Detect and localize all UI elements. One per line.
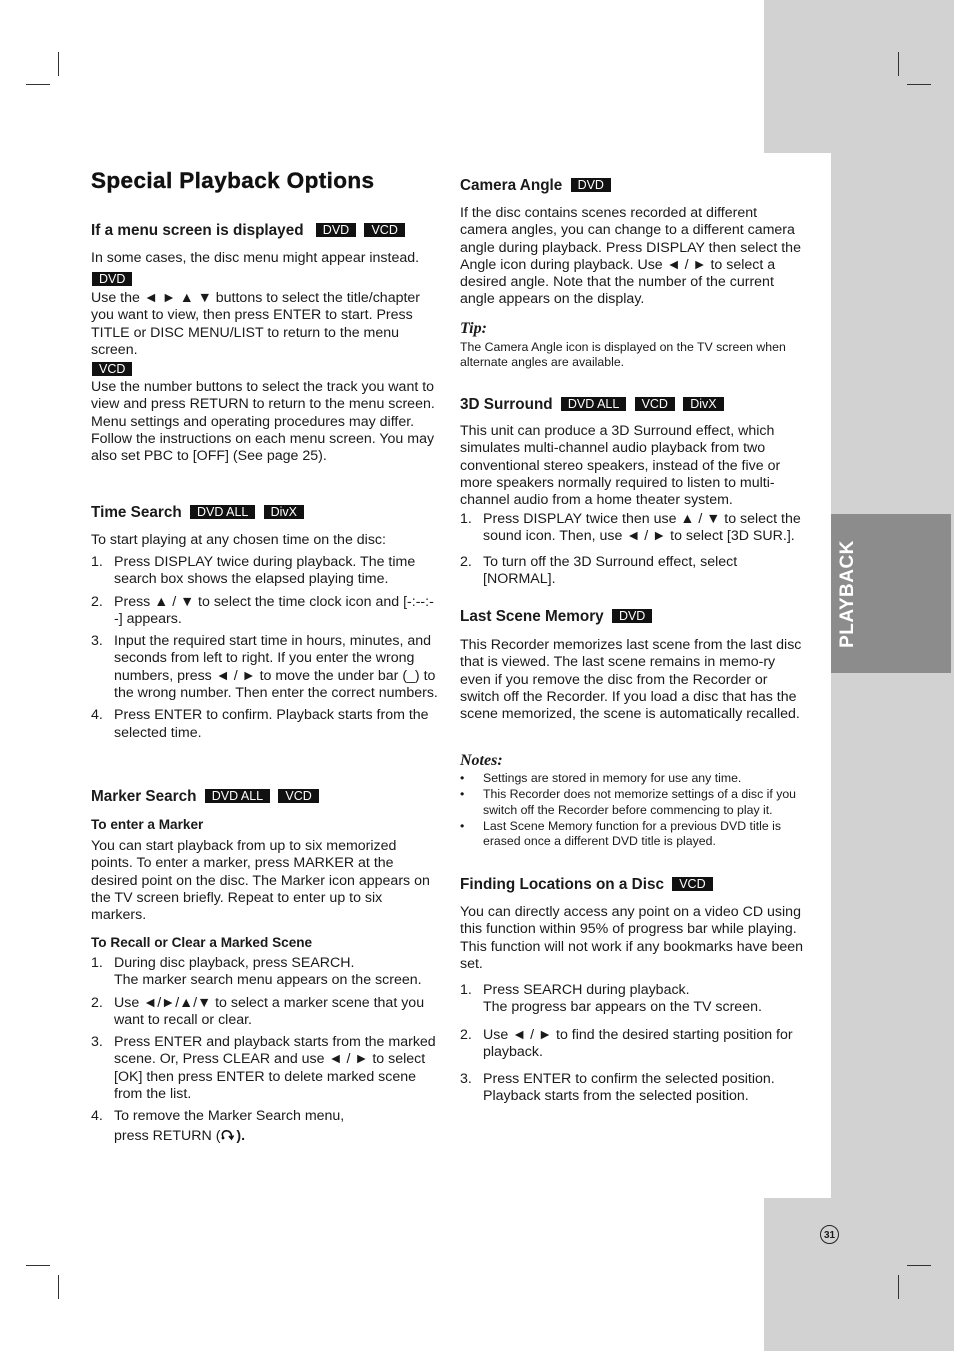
- camera-angle-text: If the disc contains scenes recorded at different camera angles, you can change to a different camera angle during playback. Press DISPLAY then select the Angle icon during playback. Use ◄ / ► to select a desired angle. Note that the number of the current angle appears on the display.: [460, 205, 801, 308]
- list-item: [460, 511, 806, 546]
- tip-text: The Camera Angle icon is displayed on the TV screen when alternate angles are available.: [460, 340, 786, 370]
- step-text: The marker search menu appears on the screen.: [114, 972, 422, 989]
- format-badge: DVD ALL: [205, 789, 270, 803]
- enter-marker-heading: To enter a Marker: [91, 817, 204, 832]
- dvd-badge-line: [91, 272, 439, 289]
- notes-list: [460, 771, 806, 849]
- heading-text: Time Search: [91, 504, 182, 521]
- list-item: [460, 554, 806, 589]
- list-item: [91, 707, 439, 742]
- last-scene-heading: [460, 608, 806, 625]
- finding-text: You can directly access any point on a video CD using this function within 95% of progress bar while playing. This function will not work if any bookmarks have been set.: [460, 904, 804, 972]
- heading-text: Camera Angle: [460, 177, 563, 194]
- step-text: Press DISPLAY twice then use ▲ / ▼ to select the sound icon. Then, use ◄ / ► to select [3D SUR.].: [483, 511, 801, 545]
- vcd-badge-line: [91, 362, 439, 379]
- step-text: Press ENTER and playback starts from the marked scene. Or, Press CLEAR and use ◄ / ► to select [OK] then press ENTER to delete marked scene from the list.: [114, 1034, 436, 1103]
- list-item: [91, 1108, 439, 1145]
- list-item: • Last Scene Memory function for a previous DVD title is erased once a different DVD title is played.: [460, 819, 806, 850]
- step-text: Press ENTER to confirm the selected position.: [483, 1071, 775, 1088]
- crop-mark: [898, 1275, 899, 1299]
- format-badge: DivX: [683, 397, 723, 411]
- menu-screen-intro: In some cases, the disc menu might appear instead.: [91, 250, 420, 266]
- last-scene-text: This Recorder memorizes last scene from the last disc that is viewed. The last scene remains in memo-ry even if you remove the disc from the Recorder or switch off the Recorder. If you load a disc that has the scene memorized, the scene is automatically recalled.: [460, 637, 802, 723]
- crop-mark: [898, 52, 899, 76]
- step-number: 4.: [91, 1108, 103, 1125]
- notes-heading: Notes:: [460, 752, 503, 769]
- page-number: 31: [820, 1225, 839, 1244]
- step-number: 1.: [460, 511, 472, 527]
- list-item: • Settings are stored in memory for use any time.: [460, 771, 806, 786]
- step-text: Use ◄/►/▲/▼ to select a marker scene that you want to recall or clear.: [114, 994, 425, 1028]
- step-number: 1.: [91, 955, 103, 971]
- marker-steps: [91, 955, 439, 1146]
- format-badge: VCD: [364, 223, 404, 237]
- step-number: 2.: [91, 593, 103, 610]
- return-icon: [220, 1128, 236, 1141]
- enter-marker-text: You can start playback from up to six memorized points. To enter a marker, press MARKER at the desired point on the disc. The Marker icon appears on the TV screen briefly. Repeat to enter up to six markers.: [91, 838, 430, 924]
- tip-heading: Tip:: [460, 320, 487, 337]
- step-number: 3.: [460, 1071, 472, 1088]
- list-item: [460, 1027, 806, 1062]
- crop-mark: [58, 1275, 59, 1299]
- list-item: • This Recorder does not memorize settings of a disc if you switch off the Recorder before commencing to play it.: [460, 787, 806, 818]
- step-text: Press SEARCH during playback.: [483, 982, 690, 998]
- crop-mark: [26, 1265, 50, 1266]
- format-badge: VCD: [672, 877, 712, 891]
- step-number: 1.: [91, 554, 103, 570]
- step-text: Press DISPLAY twice during playback. The time search box shows the elapsed playing time.: [114, 554, 416, 588]
- heading-text: 3D Surround: [460, 396, 553, 413]
- format-badge: DVD: [92, 272, 132, 286]
- time-search-heading: [91, 504, 439, 521]
- list-item: [91, 633, 439, 702]
- format-badge: DVD: [612, 609, 652, 623]
- menu-screen-dvd-text: Use the ◄ ► ▲ ▼ buttons to select the title/chapter you want to view, then press ENTER to start. Press TITLE or DISC MENU/LIST to return to the menu screen.: [91, 290, 421, 358]
- section-tab-label: PLAYBACK: [837, 540, 858, 648]
- step-text: During disc playback, press SEARCH.: [114, 955, 355, 971]
- step-number: 2.: [91, 994, 103, 1011]
- step-number: 4.: [91, 707, 103, 724]
- step-number: 3.: [91, 1034, 103, 1051]
- menu-screen-heading: [91, 222, 439, 239]
- format-badge: DVD ALL: [561, 397, 626, 411]
- list-item: [91, 995, 439, 1030]
- finding-heading: [460, 876, 806, 893]
- step-text: Use ◄ / ► to find the desired starting position for playback.: [483, 1026, 793, 1060]
- list-item: [460, 982, 806, 1017]
- step-text: To turn off the 3D Surround effect, select [NORMAL].: [483, 553, 738, 587]
- time-search-steps: [91, 554, 439, 742]
- recall-marker-heading: To Recall or Clear a Marked Scene: [91, 935, 313, 950]
- margin-panel-side: [831, 153, 954, 1198]
- step-number: 2.: [460, 1026, 472, 1043]
- list-item: [91, 594, 439, 629]
- format-badge: DVD: [316, 223, 356, 237]
- crop-mark: [26, 84, 50, 85]
- heading-text: Marker Search: [91, 788, 197, 805]
- format-badge: VCD: [92, 362, 132, 376]
- step-text: Playback starts from the selected position.: [483, 1088, 749, 1105]
- surround-heading: [460, 396, 806, 413]
- step-text: ).: [236, 1127, 246, 1144]
- page-title: Special Playback Options: [91, 168, 375, 193]
- step-text: press RETURN (: [114, 1127, 221, 1144]
- step-number: 1.: [460, 982, 472, 998]
- heading-text: Last Scene Memory: [460, 608, 604, 625]
- crop-mark: [58, 52, 59, 76]
- format-badge: DVD: [571, 178, 611, 192]
- margin-panel-bottom: [764, 1198, 954, 1351]
- time-search-intro: To start playing at any chosen time on the disc:: [91, 532, 386, 548]
- step-number: 2.: [460, 553, 472, 570]
- step-text: The progress bar appears on the TV screen.: [483, 999, 762, 1016]
- step-text: To remove the Marker Search menu,: [114, 1108, 345, 1125]
- margin-panel-top: [764, 0, 954, 153]
- format-badge: VCD: [635, 397, 675, 411]
- list-item: [91, 955, 439, 990]
- heading-text: Finding Locations on a Disc: [460, 876, 664, 893]
- format-badge: DVD ALL: [190, 505, 255, 519]
- format-badge: DivX: [264, 505, 304, 519]
- heading-text: If a menu screen is displayed: [91, 222, 304, 239]
- list-item: [91, 1034, 439, 1103]
- step-text: Press ENTER to confirm. Playback starts from the selected time.: [114, 707, 429, 741]
- finding-steps: [460, 982, 806, 1106]
- camera-angle-heading: [460, 177, 806, 194]
- marker-search-heading: [91, 788, 439, 805]
- crop-mark: [907, 84, 931, 85]
- surround-steps: [460, 511, 806, 588]
- menu-screen-vcd-text: Use the number buttons to select the track you want to view and press RETURN to return to the menu screen. Menu settings and operating procedures may differ. Follow the instructions on each menu screen. You may also set PBC to [OFF] (See page 25).: [91, 379, 435, 465]
- step-text: Input the required start time in hours, minutes, and seconds from left to right. If you enter the wrong numbers, press ◄ / ► to move the under bar (_) to the wrong number. Then enter the correct numbers.: [114, 633, 438, 702]
- format-badge: VCD: [278, 789, 318, 803]
- crop-mark: [907, 1265, 931, 1266]
- list-item: [460, 1071, 806, 1106]
- step-text: Press ▲ / ▼ to select the time clock icon and [-:--:--] appears.: [114, 593, 434, 627]
- surround-text: This unit can produce a 3D Surround effect, which simulates multi-channel audio playback from two conventional stereo speakers, instead of the five or more speakers normally required to listen to multi-channel audio from a home theater system.: [460, 423, 781, 509]
- list-item: [91, 554, 439, 589]
- step-number: 3.: [91, 633, 103, 650]
